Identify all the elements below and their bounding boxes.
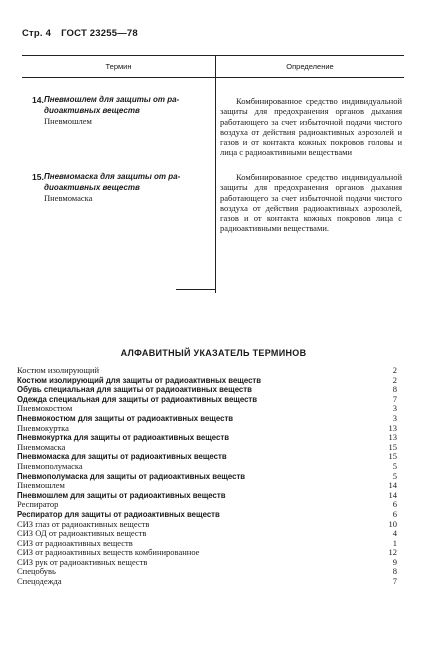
index-term-number: 7: [392, 576, 397, 587]
index-term: СИЗ рук от радиоактивных веществ: [17, 556, 148, 567]
index-term-number: 6: [392, 508, 397, 519]
index-title: АЛФАВИТНЫЙ УКАЗАТЕЛЬ ТЕРМИНОВ: [120, 348, 307, 358]
table-column-divider: [215, 55, 216, 293]
index-entry: [17, 414, 397, 424]
index-entry: [17, 481, 397, 491]
index-entry: [17, 395, 397, 405]
index-term-number: 12: [388, 547, 397, 558]
index-term: Респиратор: [17, 499, 59, 510]
page-number: Стр. 4: [22, 28, 52, 39]
index-term-number: 8: [392, 384, 397, 395]
index-term: Пневмополумаска: [17, 460, 83, 471]
index-term-number: 3: [392, 403, 397, 414]
term-short-form: Пневмомаска: [44, 193, 93, 203]
index-entry: [17, 385, 397, 395]
term-definition-15: Комбинированное средство индивидуальной защиты для предохранения органов дыхания работающего за счет избыточной подачи чистого воздуха от действия радиоактивных аэрозолей, газов и от контакта кожных покровов лица с радиоактивными веществами.: [220, 172, 402, 234]
index-term: СИЗ глаз от радиоактивных веществ: [17, 518, 150, 529]
index-term: СИЗ от радиоактивных веществ комбинированное: [17, 547, 200, 558]
index-term-number: 5: [392, 470, 397, 481]
index-term: Пневмокуртка: [17, 422, 69, 433]
index-term-number: 13: [388, 422, 397, 433]
column-header-term: Термин: [105, 62, 132, 71]
index-term: Пневмокуртка для защиты от радиоактивных веществ: [17, 433, 229, 443]
table-header-border: [22, 77, 404, 78]
index-term: Спецодежда: [17, 576, 62, 587]
index-entry: [17, 404, 397, 414]
column-header-definition: Определение: [286, 62, 334, 71]
index-entry: [17, 567, 397, 577]
index-term: Пневмомаска для защиты от радиоактивных веществ: [17, 452, 227, 462]
index-entry: [17, 433, 397, 443]
index-term: Обувь специальная для защиты от радиоактивных веществ: [17, 385, 252, 395]
index-entry: [17, 443, 397, 453]
index-entry: [17, 500, 397, 510]
index-entry: [17, 462, 397, 472]
index-term: Пневмомаска: [17, 441, 66, 452]
index-term: Пневмокостюм для защиты от радиоактивных веществ: [17, 413, 234, 423]
index-entry: [17, 558, 397, 568]
table-top-border: [22, 55, 404, 56]
index-term-number: 5: [392, 460, 397, 471]
index-term-number: 2: [392, 374, 397, 385]
index-term: Одежда специальная для защиты от радиоактивных веществ: [17, 394, 258, 404]
term-entry-15: [32, 172, 212, 204]
index-term-number: 15: [388, 441, 397, 452]
term-definition-14: Комбинированное средство индивидуальной защиты для предохранения органов дыхания работающего за счет избыточной подачи чистого воздуха от действия радиоактивных аэрозолей и газов и от контакта кожных покровов головы и лица с радиоактивными веществами: [220, 96, 402, 158]
index-entry: [17, 424, 397, 434]
index-term-number: 13: [388, 432, 397, 443]
index-term: Пневмошлем для защиты от радиоактивных веществ: [17, 490, 226, 500]
index-term-number: 10: [388, 518, 397, 529]
index-entry: [17, 577, 397, 587]
page-header: [22, 28, 138, 39]
index-term-number: 7: [392, 393, 397, 404]
index-term-number: 2: [392, 365, 397, 375]
index-term-number: 15: [388, 451, 397, 462]
index-term: Респиратор для защиты от радиоактивных веществ: [17, 509, 220, 519]
index-term: Спецобувь: [17, 566, 56, 577]
term-short-form: Пневмошлем: [44, 116, 92, 126]
index-term: Пневмокостюм: [17, 403, 73, 414]
term-name-line: Пневмомаска для защиты от ра-: [44, 172, 181, 181]
index-entry: [17, 472, 397, 482]
term-name-line: диоактивных веществ: [44, 182, 140, 192]
index-entry: [17, 491, 397, 501]
index-entry: [17, 376, 397, 386]
index-term: Костюм изолирующий: [17, 365, 100, 375]
index-entry: [17, 366, 397, 376]
term-number: 14.: [32, 95, 44, 105]
term-entry-14: [32, 95, 212, 127]
term-name-line: диоактивных веществ: [44, 105, 140, 115]
term-name-line: Пневмошлем для защиты от ра-: [44, 95, 180, 104]
section-separator: [176, 289, 216, 290]
index-term-number: 6: [392, 499, 397, 510]
index-term-number: 8: [392, 566, 397, 577]
index-term-number: 14: [388, 480, 397, 491]
index-term: СИЗ ОД от радиоактивных веществ: [17, 528, 147, 539]
term-number: 15.: [32, 172, 44, 182]
index-term-number: 1: [392, 537, 397, 548]
terms-table: [22, 55, 404, 293]
index-term-number: 3: [392, 412, 397, 423]
index-term: Костюм изолирующий для защиты от радиоактивных веществ: [17, 375, 262, 385]
index-term: Пневмошлем: [17, 480, 65, 491]
index-term-number: 9: [392, 556, 397, 567]
alphabetical-index: [17, 366, 397, 587]
standard-number: ГОСТ 23255—78: [61, 28, 138, 39]
index-term: Пневмополумаска для защиты от радиоактивных веществ: [17, 471, 246, 481]
index-term-number: 4: [392, 528, 397, 539]
index-term: СИЗ от радиоактивных веществ: [17, 537, 133, 548]
index-term-number: 14: [388, 489, 397, 500]
